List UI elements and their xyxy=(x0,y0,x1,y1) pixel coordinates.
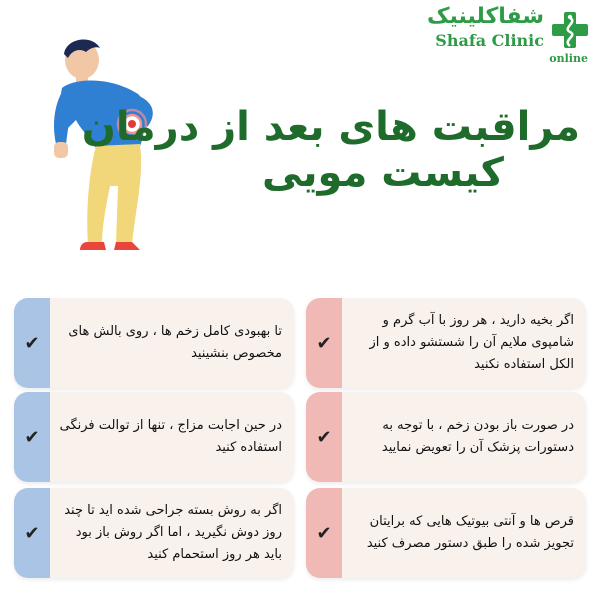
tip-text: در صورت باز بودن زخم ، با توجه به دستورات پزشک آن را تعویض نمایید xyxy=(381,418,574,455)
page-title xyxy=(81,104,580,196)
tip-card xyxy=(306,392,586,482)
check-icon: ✔ xyxy=(316,522,332,544)
title-line-2: کیست مویی xyxy=(262,150,504,196)
tip-text: قرص ها و آنتی بیوتیک هایی که برایتان تجویز شده را طبق دستور مصرف کنید xyxy=(366,514,574,551)
logo-name-en: Shafa Clinic xyxy=(435,31,544,50)
tip-text: اگر به روش بسته جراحی شده اید تا چند روز دوش نگیرید ، اما اگر روش باز بود باید هر روز استحمام کنید xyxy=(64,503,282,562)
tip-text: اگر بخیه دارید ، هر روز با آب گرم و شامپوی ملایم آن را شستشو داده و از الکل استفاده نکنید xyxy=(369,313,574,372)
check-icon: ✔ xyxy=(316,332,332,354)
tip-strip xyxy=(14,298,50,388)
check-icon: ✔ xyxy=(24,426,40,448)
tip-card xyxy=(306,298,586,388)
tip-strip xyxy=(306,298,342,388)
clinic-logo xyxy=(427,4,596,66)
tip-card xyxy=(14,392,294,482)
tip-card xyxy=(14,488,294,578)
check-icon: ✔ xyxy=(24,332,40,354)
check-icon: ✔ xyxy=(24,522,40,544)
tip-strip xyxy=(14,392,50,482)
tip-strip xyxy=(306,392,342,482)
tip-card xyxy=(306,488,586,578)
logo-name-fa: شفاکلینیک xyxy=(427,4,544,29)
tip-text: تا بهبودی کامل زخم ها ، روی بالش های مخصوص بنشینید xyxy=(68,324,282,361)
clinic-cross-icon xyxy=(550,8,590,52)
check-icon: ✔ xyxy=(316,426,332,448)
logo-tagline: online xyxy=(549,52,588,65)
tip-strip xyxy=(14,488,50,578)
title-line-1: مراقبت های بعد از درمان xyxy=(81,104,580,150)
tip-strip xyxy=(306,488,342,578)
tip-text: در حین اجابت مزاج ، تنها از توالت فرنگی استفاده کنید xyxy=(59,418,282,455)
tip-card xyxy=(14,298,294,388)
